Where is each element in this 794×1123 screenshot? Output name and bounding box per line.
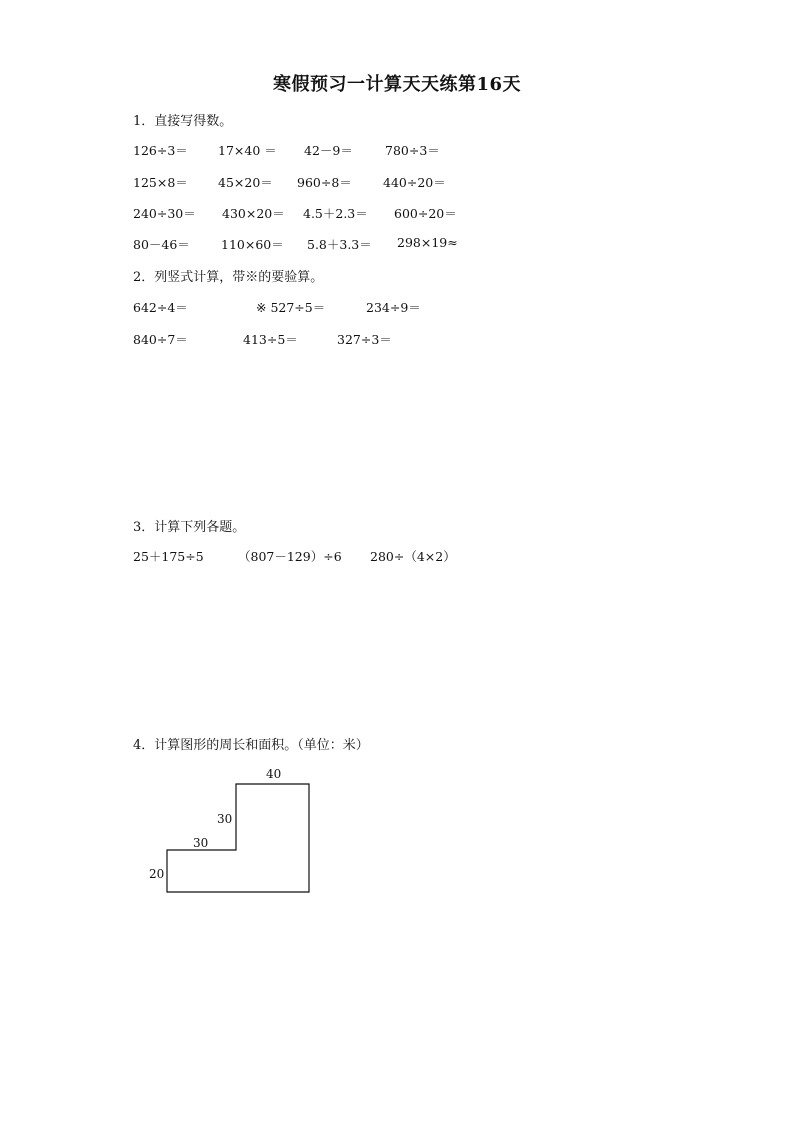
q1-expression: 5.8＋3.3＝ xyxy=(307,237,372,252)
q2-expression: 413÷5＝ xyxy=(243,332,298,347)
q1-expression: 780÷3＝ xyxy=(385,143,440,158)
label-lower-height: 20 xyxy=(149,867,165,881)
q1-expression: 125×8＝ xyxy=(133,175,188,190)
l-shape-figure xyxy=(140,760,340,900)
q1-expression: 126÷3＝ xyxy=(133,143,188,158)
q2-expression: 234÷9＝ xyxy=(366,300,421,315)
label-upper-height: 30 xyxy=(217,812,233,826)
page-title: 寒假预习一计算天天练第16天 xyxy=(272,74,522,95)
q1-expression: 4.5＋2.3＝ xyxy=(303,206,368,221)
q2-expression: ※ 527÷5＝ xyxy=(256,300,326,315)
question-4-heading: 4．计算图形的周长和面积。（单位：米） xyxy=(133,738,369,753)
label-step-width: 30 xyxy=(193,836,209,850)
q3-expression: 280÷（4×2） xyxy=(370,549,456,564)
q1-expression: 42－9＝ xyxy=(304,143,353,158)
label-top-width: 40 xyxy=(266,767,282,781)
q1-expression: 600÷20＝ xyxy=(394,206,457,221)
question-2-heading: 2．列竖式计算，带※的要验算。 xyxy=(133,270,324,285)
q1-expression: 240÷30＝ xyxy=(133,206,196,221)
q3-expression: 25＋175÷5 xyxy=(133,549,204,564)
q2-expression: 840÷7＝ xyxy=(133,332,188,347)
q2-expression: 327÷3＝ xyxy=(337,332,392,347)
l-shape-outline xyxy=(167,784,309,892)
q1-expression: 110×60＝ xyxy=(221,237,284,252)
q1-expression: 298×19≈ xyxy=(397,235,458,250)
q1-expression: 45×20＝ xyxy=(218,175,273,190)
q1-expression: 960÷8＝ xyxy=(297,175,352,190)
q1-expression: 440÷20＝ xyxy=(383,175,446,190)
q2-expression: 642÷4＝ xyxy=(133,300,188,315)
question-1-heading: 1．直接写得数。 xyxy=(133,114,233,129)
q1-expression: 430×20＝ xyxy=(222,206,285,221)
q1-expression: 17×40 ＝ xyxy=(218,143,277,158)
q1-expression: 80－46＝ xyxy=(133,237,190,252)
question-3-heading: 3．计算下列各题。 xyxy=(133,520,246,535)
q3-expression: （807－129）÷6 xyxy=(238,549,342,564)
